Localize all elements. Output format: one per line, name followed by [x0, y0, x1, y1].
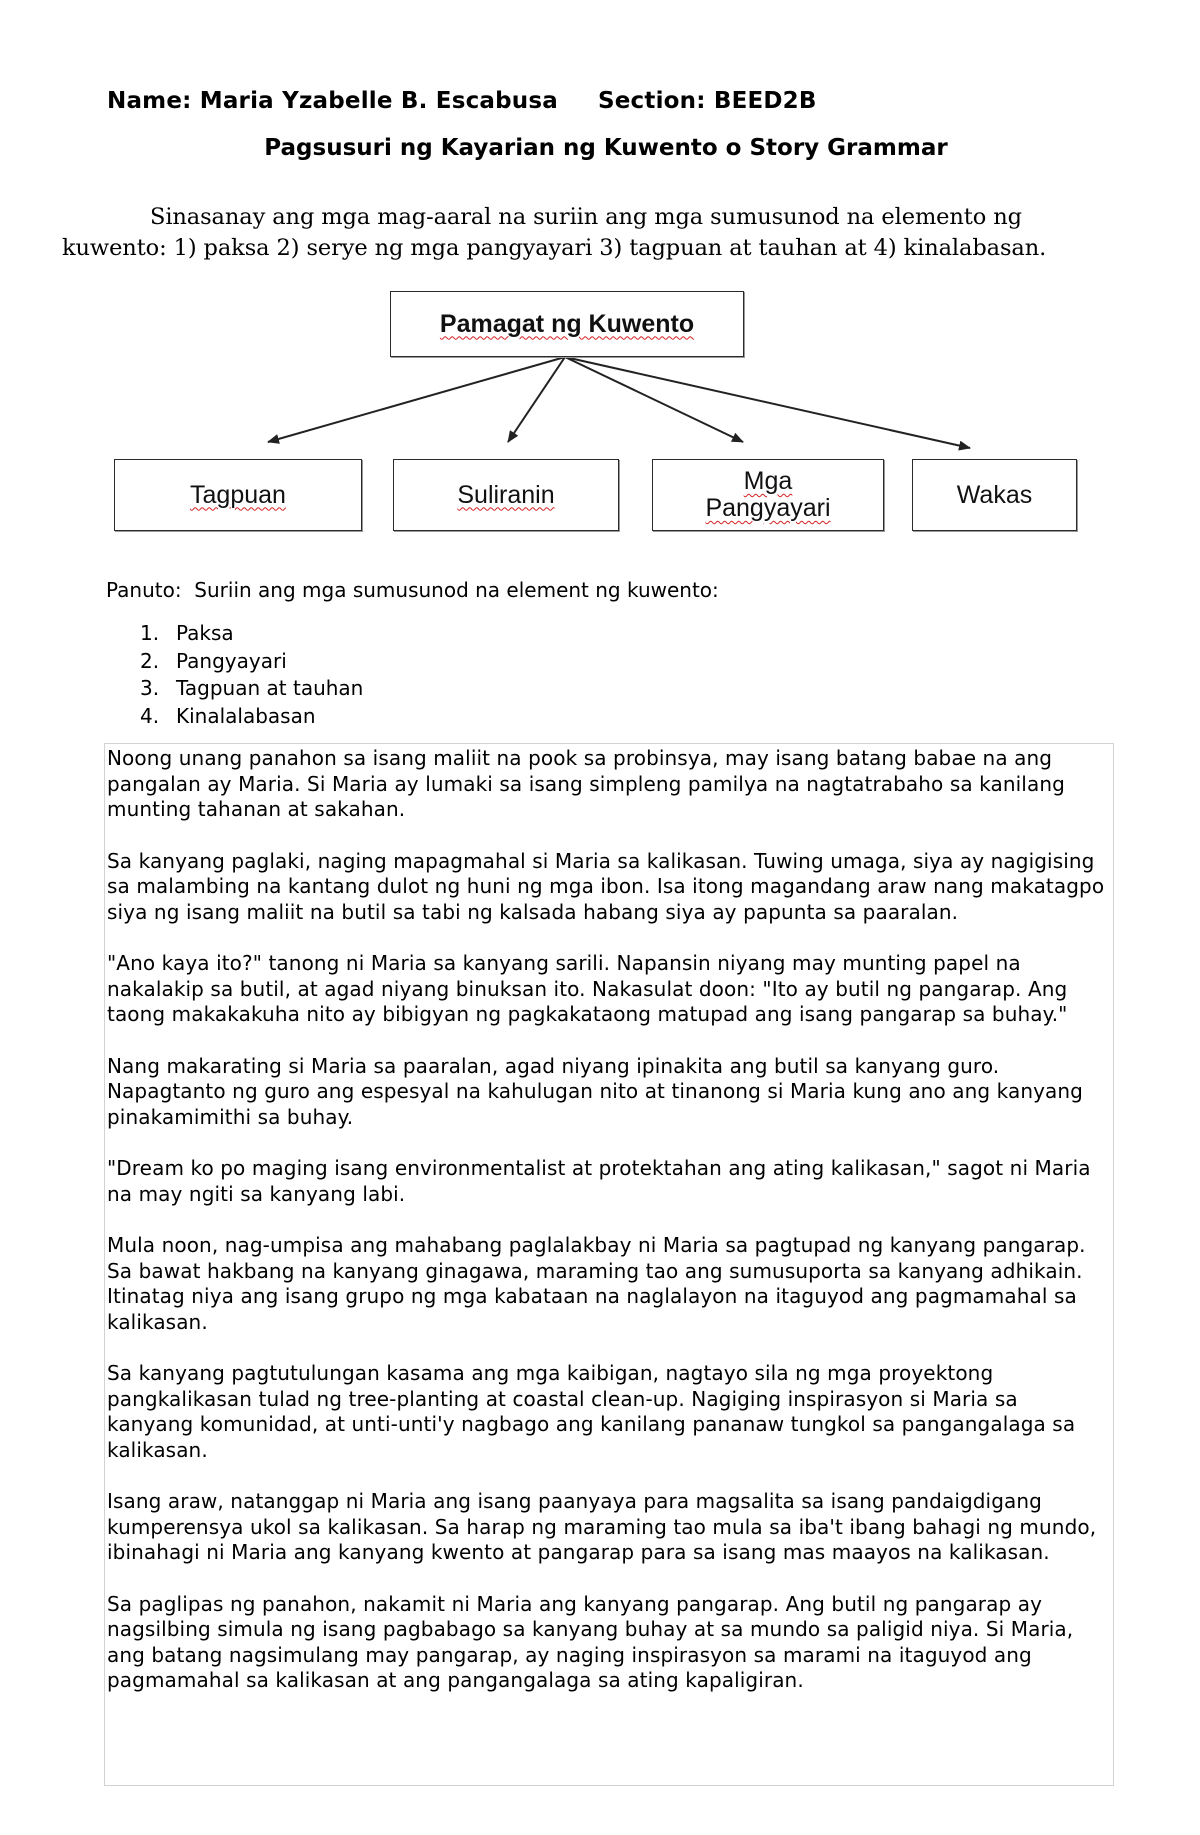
arrow-to-suliranin [508, 357, 565, 442]
diagram-root-label: Pamagat ng Kuwento [439, 309, 695, 338]
story-paragraph: Nang makarating si Maria sa paaralan, agad niyang ipinakita ang butil sa kanyang guro. Napagtanto ng guro ang espesyal na kahulugan nito at tinanong si Maria kung ano ang kanyang pinakamimithi sa buhay. [107, 1053, 1083, 1129]
story-paragraph: Isang araw, natanggap ni Maria ang isang paanyaya para magsalita sa isang pandaigdigang kumperensya ukol sa kalikasan. Sa harap ng maraming tao mula sa iba't ibang bahagi ng mundo, ibinahagi ni Maria ang kanyang kwento at pangarap para sa isang mas maayos na kalikasan. [107, 1489, 1097, 1564]
diagram-box-wakas [912, 459, 1077, 531]
story-paragraph: Sa kanyang paglaki, naging mapagmahal si Maria sa kalikasan. Tuwing umaga, siya ay nagigising sa malambing na kantang dulot ng huni ng mga ibon. Isa itong magandang araw nang makatagpo siya ng isang maliit na butil sa tabi ng kalsada habang siya ay papunta sa paaralan. [107, 848, 1105, 924]
list-item: 1. Paksa [140, 621, 234, 645]
student-section: Section: BEED2B [597, 88, 817, 114]
diagram-label-mga-pangyayari: Mga Pangyayari [705, 467, 831, 522]
student-info [107, 88, 817, 114]
elements-list [140, 620, 363, 730]
story-paragraph: "Dream ko po maging isang environmentalist at protektahan ang ating kalikasan," sagot ni Maria na may ngiti sa kanyang labi. [107, 1156, 1091, 1206]
story-paragraph: "Ano kaya ito?" tanong ni Maria sa kanyang sarili. Napansin niyang may munting papel na nakalakip sa butil, at agad niyang binuksan ito. Nakasulat doon: "Ito ay butil ng pangarap. Ang taong makakakuha nito ay bibigyan ng pagkakataong matupad ang isang pangarap sa buhay." [107, 951, 1068, 1026]
arrow-to-pangyayari [565, 357, 743, 442]
arrow-to-wakas [565, 357, 970, 448]
story-paragraph: Sa paglipas ng panahon, nakamit ni Maria ang kanyang pangarap. Ang butil ng pangarap ay nagsilbing simula ng isang pagbabago sa kanyang buhay at sa mundo sa paligid niya. Si Maria, ang batang nagsimulang may pangarap, ay naging inspirasyon sa marami na itaguyod ang pagmamahal sa kalikasan at ang pangangalaga sa ating kapaligiran. [107, 1591, 1074, 1692]
list-item: 3. Tagpuan at tauhan [140, 676, 364, 700]
diagram-label-suliranin: Suliranin [457, 480, 555, 509]
story-paragraph: Mula noon, nag-umpisa ang mahabang paglalakbay ni Maria sa pagtupad ng kanyang pangarap. Sa bawat hakbang na kanyang ginagawa, maraming tao ang sumusuporta sa kanyang adhikain. Itinatag niya ang isang grupo ng mga kabataan na naglalayon na itaguyod ang pagmamahal sa kalikasan. [107, 1233, 1086, 1334]
diagram-box-suliranin [393, 459, 619, 531]
instructions: Panuto: Suriin ang mga sumusunod na element ng kuwento: [106, 578, 719, 602]
diagram-box-tagpuan [114, 459, 362, 531]
list-item: 2. Pangyayari [140, 648, 287, 673]
story-text-box [104, 743, 1114, 1786]
story-paragraph: Sa kanyang pagtutulungan kasama ang mga kaibigan, nagtayo sila ng mga proyektong pangkalikasan tulad ng tree-planting at coastal clean-up. Nagiging inspirasyon si Maria sa kanyang komunidad, at unti-unti'y nagbago ang kanilang pananaw tungkol sa pangangalaga sa kalikasan. [107, 1361, 1076, 1462]
list-item: 4. Kinalalabasan [140, 703, 316, 728]
document-title: Pagsusuri ng Kayarian ng Kuwento o Story Grammar [264, 135, 948, 161]
diagram-label-tagpuan: Tagpuan [190, 480, 286, 509]
story-paragraph: Noong unang panahon sa isang maliit na pook sa probinsya, may isang batang babae na ang pangalan ay Maria. Si Maria ay lumaki sa isang simpleng pamilya na nagtatrabaho sa kanilang munting tahanan at sakahan. [107, 746, 1065, 821]
arrow-to-tagpuan [268, 357, 565, 442]
student-name: Name: Maria Yzabelle B. Escabusa [107, 88, 558, 114]
diagram-root-box [390, 291, 744, 357]
diagram-label-wakas: Wakas [956, 480, 1033, 509]
diagram-box-mga-pangyayari [652, 459, 884, 531]
intro-paragraph: Sinasanay ang mga mag-aaral na suriin ang mga sumusunod na elemento ng kuwento: 1) paksa 2) serye ng mga pangyayari 3) tagpuan at tauhan at 4) kinalabasan. [62, 204, 1047, 261]
